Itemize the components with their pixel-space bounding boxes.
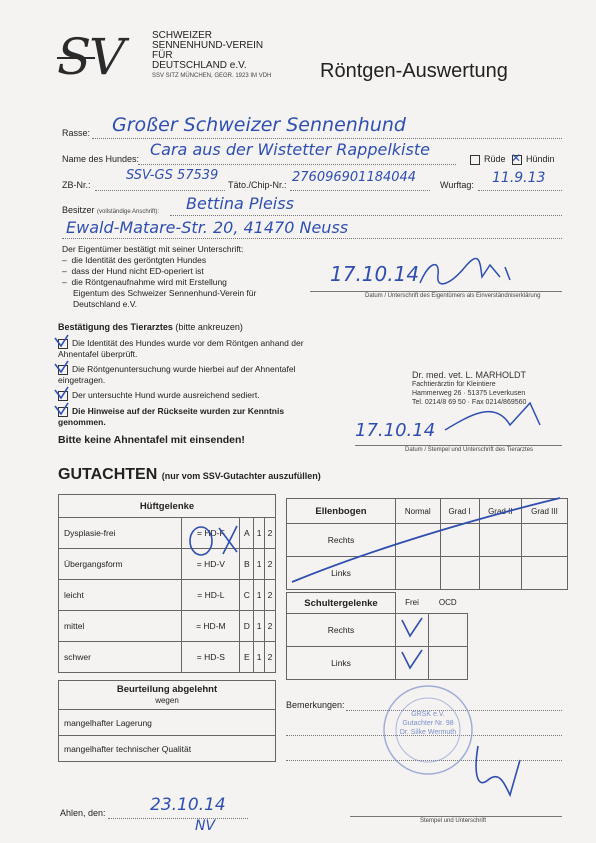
besitzer-sub: (vollständige Anschrift):: [97, 209, 160, 215]
vet-check-marks-icon: [52, 333, 72, 423]
shoulder-header: Schultergelenke: [287, 593, 396, 614]
hip-code: = HD-V: [182, 549, 240, 580]
table-row: [59, 710, 276, 736]
hip-grade[interactable]: 2: [265, 518, 276, 549]
hip-label: Dysplasie-frei: [59, 518, 182, 549]
ruede-checkbox[interactable]: [470, 155, 480, 165]
hip-code: = HD-L: [182, 580, 240, 611]
hip-grade[interactable]: 1: [254, 549, 265, 580]
chip-label: Täto./Chip-Nr.:: [228, 180, 287, 190]
address-value: Ewald-Matare-Str. 20, 41470 Neuss: [66, 218, 349, 237]
vet-item-text: Die Röntgenuntersuchung wurde hierbei auf der Ahnentafel eingetragen.: [58, 364, 296, 385]
owner-list: [62, 255, 262, 310]
hip-grade[interactable]: 2: [265, 611, 276, 642]
elbow-col: Grad III: [522, 499, 568, 524]
vet-date: 17.10.14: [355, 420, 436, 441]
ruede-label: Rüde: [484, 154, 506, 164]
stamp-line4: Tel. 0214/8 69 50 · Fax 0214/869560: [412, 399, 527, 406]
zb-label: ZB-Nr.:: [62, 180, 91, 190]
elbow-row-label: Links: [287, 557, 396, 590]
hip-marks-icon: [185, 522, 245, 558]
vet-caption: Datum / Stempel und Unterschrift des Tierarztes: [405, 447, 534, 453]
gutachten-title: GUTACHTEN: [58, 466, 158, 483]
elbow-row-label: Rechts: [287, 524, 396, 557]
address-line: [62, 238, 562, 239]
owner-caption: Datum / Unterschrift des Eigentümers als Einverständniserklärung: [365, 293, 541, 299]
expert-sig-line: [350, 816, 562, 817]
zb-line: [95, 190, 225, 191]
owner-item: – die Röntgenaufnahme wird mit Erstellung Eigentum des Schweizer Sennenhund-Verein für Deutschland e.V.: [62, 277, 257, 309]
rejected-table: [58, 680, 276, 762]
rasse-line: [92, 138, 562, 139]
name-value: Cara aus der Wistetter Rappelkiste: [150, 140, 430, 159]
hip-label: schwer: [59, 642, 182, 673]
zb-value: SSV-GS 57539: [126, 168, 219, 183]
vet-item-text: Der untersuchte Hund wurde ausreichend sediert.: [72, 390, 260, 400]
remarks-label: Bemerkungen:: [286, 700, 345, 710]
stamp-line2: Fachtierärztin für Kleintiere: [412, 381, 496, 388]
vet-heading-text: Bestätigung des Tierarztes: [58, 322, 173, 332]
hip-grade[interactable]: 1: [254, 518, 265, 549]
shoulder-row-label: Rechts: [287, 614, 396, 647]
besitzer-value: Bettina Pleiss: [186, 194, 294, 213]
table-row: [59, 611, 276, 642]
table-row: [287, 614, 468, 647]
rejected-sub: wegen: [155, 696, 179, 705]
huendin-label: Hündin: [526, 154, 555, 164]
hip-code: = HD-M: [182, 611, 240, 642]
shoulder-marks-icon: [398, 614, 428, 674]
gutachten-subtitle: (nur vom SSV-Gutachter auszufüllen): [161, 471, 321, 481]
org-sub: SSV SITZ MÜNCHEN, GEGR. 1923 IM VDH: [152, 73, 272, 79]
table-row: [59, 736, 276, 762]
shoulder-row-label: Links: [287, 647, 396, 680]
owner-intro: Der Eigentümer bestätigt mit seiner Unterschrift:: [62, 244, 244, 254]
besitzer-line: [170, 215, 562, 216]
shoulder-col: Frei: [405, 598, 419, 608]
hip-grade[interactable]: D: [240, 611, 254, 642]
hip-grade[interactable]: 2: [265, 580, 276, 611]
table-row: [287, 647, 468, 680]
shoulder-cell[interactable]: [428, 647, 468, 680]
hip-grade[interactable]: E: [240, 642, 254, 673]
shoulder-table: [286, 592, 468, 680]
vet-signature-icon: [440, 395, 560, 435]
org-line2: SENNENHUND-VEREIN: [152, 40, 264, 51]
logo: [55, 28, 145, 80]
table-row: [59, 580, 276, 611]
shoulder-col: OCD: [438, 598, 457, 608]
hip-grade[interactable]: 1: [254, 580, 265, 611]
vet-item-3: [58, 390, 308, 401]
owner-item: – dass der Hund nicht ED-operiert ist: [62, 266, 204, 276]
vet-item-text: Die Identität des Hundes wurde vor dem Röntgen anhand der Ahnentafel überprüft.: [58, 338, 304, 359]
expert-stamp-text: GRSK e.V. Gutachter Nr. 98 Dr. Silke Wermuth: [399, 711, 457, 736]
vet-sig-line: [355, 445, 562, 446]
no-pedigree-note: Bitte keine Ahnentafel mit einsenden!: [58, 434, 245, 446]
expert-signature-icon: [470, 740, 530, 800]
org-line1: SCHWEIZER: [152, 30, 212, 41]
hip-code: = HD-S: [182, 642, 240, 673]
chip-line: [290, 190, 430, 191]
page-title: Röntgen-Auswertung: [320, 60, 508, 82]
ssv-logo-icon: [55, 28, 145, 80]
vet-heading-sub: (bitte ankreuzen): [175, 322, 243, 332]
shoulder-cell[interactable]: [428, 614, 468, 647]
hip-table: [58, 494, 276, 673]
svg-text:V: V: [89, 28, 126, 80]
gutachten-heading: [58, 466, 321, 484]
vet-heading: [58, 322, 243, 332]
rejected-reason[interactable]: mangelhafter Lagerung: [59, 710, 276, 736]
org-line4: DEUTSCHLAND e.V.: [152, 60, 247, 71]
place-date: 23.10.14: [150, 795, 226, 815]
elbow-col: Grad II: [479, 499, 521, 524]
hip-grade[interactable]: A: [240, 518, 254, 549]
elbow-col: Grad I: [440, 499, 479, 524]
rejected-reason[interactable]: mangelhafter technischer Qualität: [59, 736, 276, 762]
elbow-strike-icon: [290, 490, 570, 590]
owner-signature-icon: [410, 255, 530, 290]
huendin-option: [511, 150, 555, 165]
wurftag-value: 11.9.13: [492, 170, 546, 186]
hip-header: Hüftgelenke: [59, 495, 276, 518]
owner-item-text: die Identität des geröntgten Hundes: [71, 255, 207, 265]
place-line: [108, 818, 248, 819]
hip-grade[interactable]: B: [240, 549, 254, 580]
rasse-value: Großer Schweizer Sennenhund: [112, 114, 406, 136]
hip-grade[interactable]: 2: [265, 549, 276, 580]
vet-item-4: [58, 406, 308, 428]
hip-grade[interactable]: 1: [254, 611, 265, 642]
wurftag-line: [478, 190, 562, 191]
vet-item-text: Die Hinweise auf der Rückseite wurden zur Kenntnis genommen.: [58, 406, 285, 427]
elbow-col: Normal: [396, 499, 441, 524]
name-line: [138, 164, 456, 165]
initials: NV: [195, 818, 216, 834]
wurftag-label: Wurftag:: [440, 180, 474, 190]
hip-label: leicht: [59, 580, 182, 611]
rejected-header: [59, 681, 276, 710]
owner-item-text: dass der Hund nicht ED-operiert ist: [71, 266, 204, 276]
stamp-name: Dr. med. vet. L. MARHOLDT: [412, 370, 527, 380]
elbow-header: Ellenbogen: [287, 499, 396, 524]
rejected-title: Beurteilung abgelehnt: [116, 684, 218, 695]
hip-label: mittel: [59, 611, 182, 642]
owner-item-text: die Röntgenaufnahme wird mit Erstellung Eigentum des Schweizer Sennenhund-Verein für Deutschland e.V.: [71, 277, 257, 309]
huendin-checkbox[interactable]: ✕: [511, 150, 522, 165]
sig-caption: Stempel und Unterschrift: [420, 818, 487, 824]
table-row: [59, 642, 276, 673]
svg-text:S: S: [57, 28, 92, 80]
besitzer-label-text: Besitzer: [62, 205, 95, 215]
hip-code: = HD-F: [182, 518, 240, 549]
name-label: Name des Hundes:: [62, 154, 140, 164]
stamp-line3: Hammerweg 26 · 51375 Leverkusen: [412, 390, 526, 397]
org-line3: FÜR: [152, 50, 173, 61]
owner-sig-line: [310, 291, 562, 292]
besitzer-label: [62, 205, 159, 215]
org-name: [152, 31, 271, 81]
owner-item: – die Identität des geröntgten Hundes: [62, 255, 207, 265]
owner-date: 17.10.14: [330, 262, 420, 286]
chip-value: 276096901184044: [292, 170, 417, 185]
hip-label: Übergangsform: [59, 549, 182, 580]
hip-grade[interactable]: C: [240, 580, 254, 611]
hip-grade[interactable]: 1: [254, 642, 265, 673]
vet-item-2: [58, 364, 308, 386]
rasse-label: Rasse:: [62, 128, 91, 138]
hip-grade[interactable]: 2: [265, 642, 276, 673]
vet-item-1: [58, 338, 308, 360]
ruede-option: [470, 154, 506, 165]
place-label: Ahlen, den:: [60, 808, 106, 818]
